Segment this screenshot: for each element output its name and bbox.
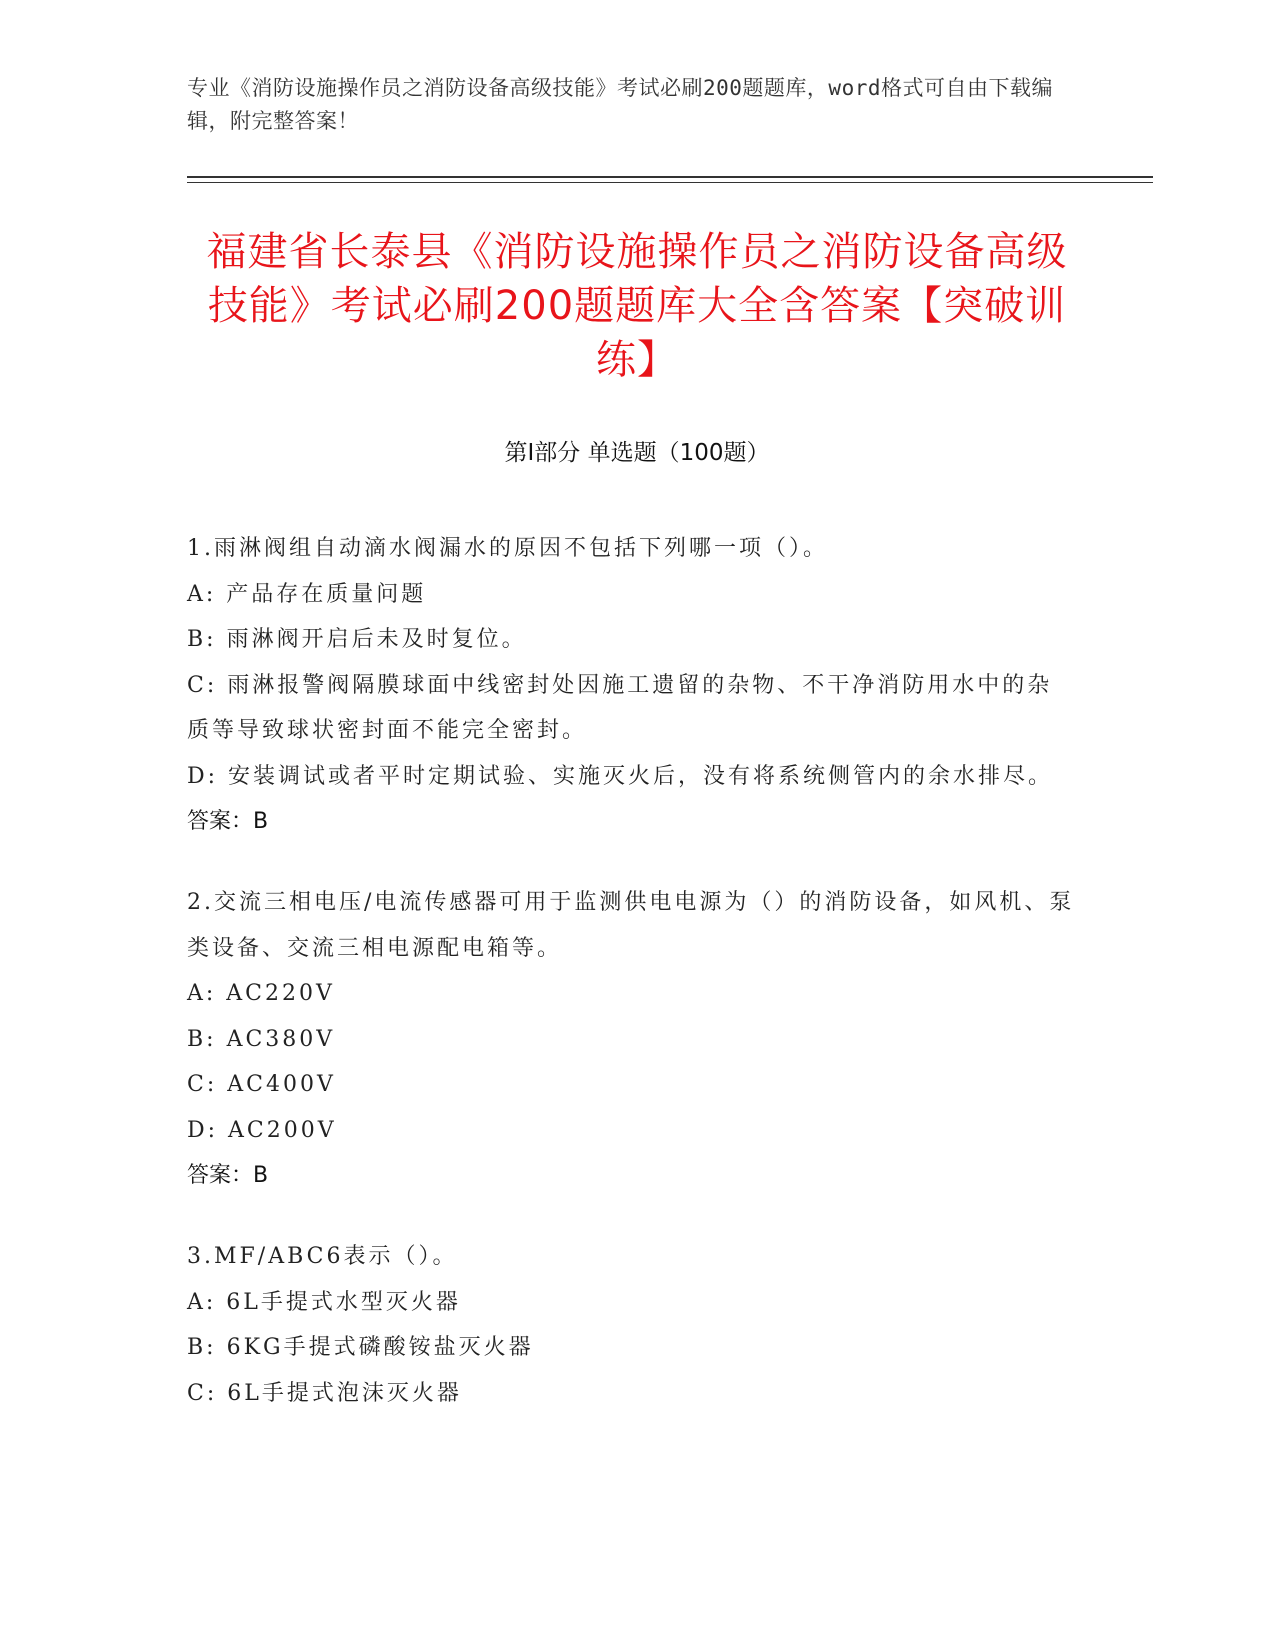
option-c: C: 6L手提式泡沫灭火器: [187, 1380, 462, 1406]
header-rule-thick: [187, 176, 1153, 178]
section-heading: 第I部分 单选题（100题）: [504, 440, 770, 466]
option-b: B: AC380V: [187, 1026, 336, 1052]
question-stem: 1.雨淋阀组自动滴水阀漏水的原因不包括下列哪一项（）。: [187, 536, 828, 561]
question-1: [187, 526, 1077, 844]
option-b: B: 雨淋阀开启后未及时复位。: [187, 627, 527, 652]
question-3: [187, 1234, 1077, 1416]
option-c: C: 雨淋报警阀隔膜球面中线密封处因施工遗留的杂物、不干净消防用水中的杂质等导致球状密封面不能完全密封。: [187, 672, 1053, 743]
option-b: B: 6KG手提式磷酸铵盐灭火器: [187, 1335, 534, 1360]
document-title: 福建省长泰县《消防设施操作员之消防设备高级技能》考试必刷200题题库大全含答案【突破训练】: [206, 229, 1068, 383]
question-stem: 2.交流三相电压/电流传感器可用于监测供电电源为（）的消防设备，如风机、泵类设备、交流三相电源配电箱等。: [187, 890, 1075, 961]
option-c: C: AC400V: [187, 1072, 336, 1097]
option-d: D: AC200V: [187, 1117, 337, 1143]
header-note: 专业《消防设施操作员之消防设备高级技能》考试必刷200题题库，word格式可自由下载编辑，附完整答案！: [187, 76, 1053, 133]
option-a: A: AC220V: [187, 981, 335, 1006]
answer: 答案：B: [187, 1163, 269, 1188]
question-list: [187, 526, 1077, 1452]
option-a: A: 产品存在质量问题: [187, 581, 427, 607]
question-stem: 3.MF/ABC6表示（）。: [187, 1244, 458, 1269]
option-a: A: 6L手提式水型灭火器: [187, 1289, 461, 1315]
question-2: [187, 880, 1077, 1198]
option-d: D: 安装调试或者平时定期试验、实施灭火后，没有将系统侧管内的余水排尽。: [187, 763, 1054, 789]
answer: 答案：B: [187, 809, 269, 834]
header-rule-thin: [187, 182, 1153, 183]
